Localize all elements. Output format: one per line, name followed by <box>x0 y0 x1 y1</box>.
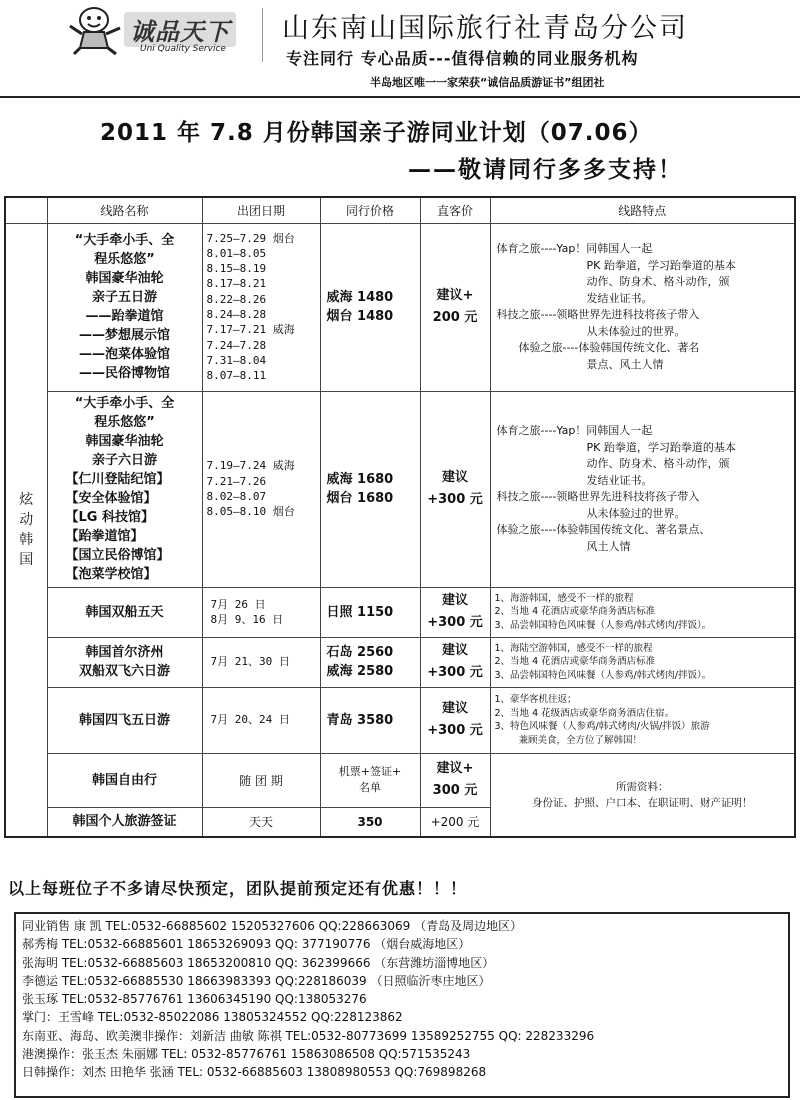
logo-tagline: Uni Quality Service <box>140 44 226 54</box>
table-header <box>5 197 795 223</box>
direct-price: 建议 +300 元 <box>420 637 490 687</box>
departure-dates: 7.19—7.24 威海 7.21—7.26 8.02—8.07 8.05—8.10 烟台 <box>202 391 320 587</box>
route-name: 韩国四飞五日游 <box>47 687 202 753</box>
booking-notice: 以上每班位子不多请尽快预定，团队提前预定还有优惠！！！ <box>8 879 468 898</box>
contact-line: 同业销售 康 凯 TEL:0532-66885602 15205327606 QQ:228663069 （青岛及周边地区） <box>22 919 523 933</box>
contact-line: 掌门：王雪峰 TEL:0532-85022086 13805324552 QQ:228123862 <box>22 1010 403 1025</box>
header-direct: 直客价 <box>420 197 490 223</box>
company-name: 山东南山国际旅行社青岛分公司 <box>282 13 688 44</box>
route-features: 1、海陆空游韩国，感受不一样的旅程 2、当地 4 花酒店或豪华商务酒店标准 3、品尝韩国特色风味餐（人参鸡/韩式烤肉/拌饭）。 <box>490 637 795 687</box>
trade-price: 350 <box>320 807 420 837</box>
tour-table <box>4 196 796 838</box>
contact-line: 港澳操作：张玉杰 朱丽娜 TEL: 0532-85776761 15863086508 QQ:571535243 <box>22 1047 471 1062</box>
route-name: “大手牵小手、全 程乐悠悠” 韩国豪华油轮 亲子五日游 ——跆拳道馆 ——梦想展示馆 ——泡菜体验馆 ——民俗博物馆 <box>47 223 202 391</box>
slogan: 专注同行 专心品质---值得信赖的同业服务机构 <box>286 49 639 68</box>
table-row <box>5 753 795 807</box>
page-title: 2011 年 7.8 月份韩国亲子游同业计划（07.06） <box>100 120 653 146</box>
divider <box>262 8 263 62</box>
header-rule <box>0 96 800 98</box>
contact-line: 郝秀梅 TEL:0532-66885601 18653269093 QQ: 377190776 （烟台威海地区） <box>22 937 471 952</box>
contact-line: 李德运 TEL:0532-66885530 18663983393 QQ:228186039 （日照临沂枣庄地区） <box>22 973 491 988</box>
trade-price: 机票+签证+ 名单 <box>320 753 420 807</box>
departure-dates: 7月 20、24 日 <box>202 687 320 753</box>
table-row <box>5 223 795 391</box>
table-row <box>5 687 795 753</box>
header-price: 同行价格 <box>320 197 420 223</box>
departure-dates: 7月 21、30 日 <box>202 637 320 687</box>
header-features: 线路特点 <box>490 197 795 223</box>
table-row <box>5 587 795 637</box>
direct-price: +200 元 <box>420 807 490 837</box>
direct-price: 建议+ 300 元 <box>420 753 490 807</box>
trade-price: 威海 1480 烟台 1480 <box>320 223 420 391</box>
route-features: 1、豪华客机往返； 2、当地 4 花级酒店或豪华商务酒店住宿。 3、特色风味餐（人参鸡/韩式烤肉/火锅/拌饭）旅游 兼顾美食，全方位了解韩国！ <box>490 687 795 753</box>
trade-price: 日照 1150 <box>320 587 420 637</box>
route-name: 韩国双船五天 <box>47 587 202 637</box>
direct-price: 建议 +300 元 <box>420 587 490 637</box>
route-name: 韩国首尔济州 双船双飞六日游 <box>47 637 202 687</box>
table-row <box>5 391 795 587</box>
direct-price: 建议+ 200 元 <box>420 223 490 391</box>
direct-price: 建议 +300 元 <box>420 391 490 587</box>
route-name: 韩国个人旅游签证 <box>47 807 202 837</box>
departure-dates: 7月 26 日 8月 9、16 日 <box>202 587 320 637</box>
route-name: 韩国自由行 <box>47 753 202 807</box>
header <box>0 0 800 100</box>
contact-line: 东南亚、海岛、欧美澳非操作：刘新洁 曲敏 陈祺 TEL:0532-80773699 13589252755 QQ: 228233296 <box>22 1028 595 1043</box>
direct-price: 建议 +300 元 <box>420 687 490 753</box>
contact-box <box>14 912 790 1098</box>
route-features: 体育之旅----Yap！同韩国人一起 PK 跆拳道，学习跆拳道的基本 动作、防身术、格斗动作，颁 发结业证书。 科技之旅----领略世界先进科技将孩子带入 从未体验过的世界。 体验之旅----体验韩国传统文化、著名景点、 风土人情 <box>490 391 795 587</box>
header-route: 线路名称 <box>47 197 202 223</box>
mascot-icon <box>66 4 124 56</box>
contact-line: 日韩操作：刘杰 田艳华 张涵 TEL: 0532-66885603 13808980553 QQ:769898268 <box>22 1065 487 1080</box>
route-features: 体育之旅----Yap！同韩国人一起 PK 跆拳道，学习跆拳道的基本 动作、防身术、格斗动作，颁 发结业证书。 科技之旅----领略世界先进科技将孩子带入 从未体验过的世界。 体验之旅----体验韩国传统文化、著名 景点、风土人情 <box>490 223 795 391</box>
contact-line: 张玉琢 TEL:0532-85776761 13606345190 QQ:138053276 <box>22 992 367 1007</box>
trade-price: 威海 1680 烟台 1680 <box>320 391 420 587</box>
sub-slogan: 半岛地区唯一一家荣获“诚信品质游证书”组团社 <box>370 76 605 89</box>
logo-text: 诚品天下 <box>124 12 236 47</box>
route-name: “大手牵小手、全 程乐悠悠” 韩国豪华油轮 亲子六日游 【仁川登陆纪馆】 【安全体验馆】 【LG 科技馆】 【跆拳道馆】 【国立民俗博馆】 【泡菜学校馆】 <box>47 391 202 587</box>
contact-line: 张海明 TEL:0532-66885603 18653200810 QQ: 362399666 （东营潍坊淄博地区） <box>22 955 495 970</box>
page-subtitle: ——敬请同行多多支持！ <box>408 157 683 183</box>
route-features: 所需资料： 身份证、护照、户口本、在职证明、财产证明！ <box>490 753 795 837</box>
logo <box>40 4 260 60</box>
header-dates: 出团日期 <box>202 197 320 223</box>
table-row <box>5 637 795 687</box>
departure-dates: 天天 <box>202 807 320 837</box>
trade-price: 石岛 2560 威海 2580 <box>320 637 420 687</box>
departure-dates: 随 团 期 <box>202 753 320 807</box>
route-features: 1、海游韩国，感受不一样的旅程 2、当地 4 花酒店或豪华商务酒店标准 3、品尝韩国特色风味餐（人参鸡/韩式烤肉/拌饭）。 <box>490 587 795 637</box>
departure-dates: 7.25—7.29 烟台 8.01—8.05 8.15—8.19 8.17—8.21 8.22—8.26 8.24—8.28 7.17—7.21 威海 7.24—7.28 7.31—8.04 8.07—8.11 <box>202 223 320 391</box>
trade-price: 青岛 3580 <box>320 687 420 753</box>
region-label: 炫 动 韩 国 <box>5 223 47 837</box>
